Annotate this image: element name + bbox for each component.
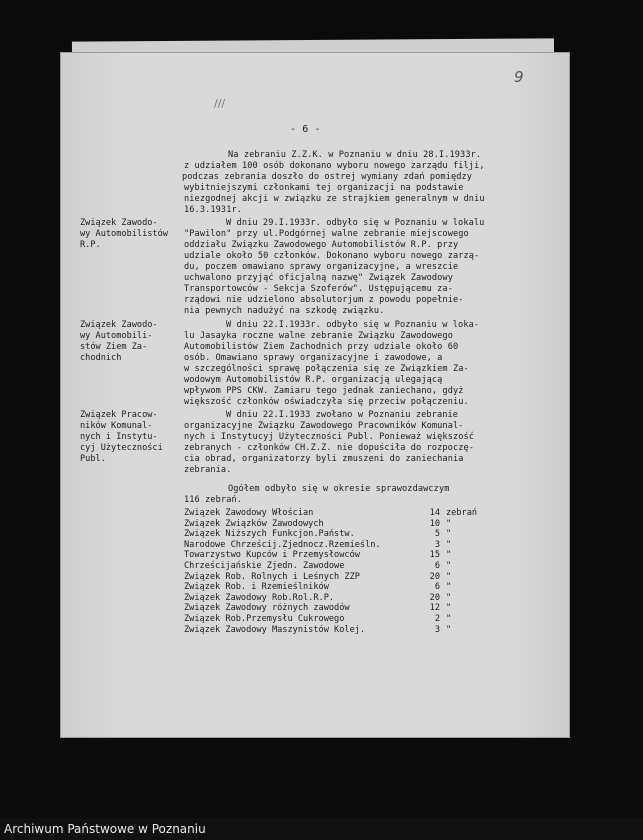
- section-line: udziale około 50 członków. Dokonano wyboru nowego zarzą-: [184, 251, 480, 261]
- meeting-unit: ": [446, 529, 452, 540]
- organization-name: Związek Rob. Rolnych i Leśnych ZZP: [184, 571, 360, 582]
- table-row: [184, 561, 504, 572]
- organization-name: Narodowe Chrześcij.Zjednocz.Rzemieśln.: [184, 539, 381, 550]
- page-number: - 6 -: [290, 124, 321, 135]
- table-row: [184, 540, 504, 551]
- meeting-count: 5: [434, 529, 440, 540]
- table-row: [184, 508, 504, 519]
- meeting-count: 10: [429, 518, 440, 529]
- organization-name: Związek Rob. i Rzemieślników: [184, 582, 329, 593]
- section-line: organizacyjne Związku Zawodowego Pracowników Komunal-: [184, 421, 464, 431]
- section-line: cia obrad, organizatorzy byli zmuszeni do zaniechania: [184, 454, 464, 464]
- meeting-count: 20: [429, 592, 440, 603]
- section-line: uchwalono przyjąć oficjalną nazwę" Związek Zawodowy: [184, 273, 453, 283]
- section-line: wpływom PPS CKW. Zamiaru tego jednak zaniechano, gdyż: [184, 386, 464, 396]
- table-row: [184, 519, 504, 530]
- meeting-unit: ": [446, 518, 452, 529]
- section-line: większość członków oświadczyła się przeciw połączeniu.: [184, 397, 469, 407]
- meeting-count: 3: [434, 539, 440, 550]
- section-side-label: Związek Pracow- ników Komunal- nych i Instytu- cyj Użyteczności Publ.: [80, 410, 163, 465]
- table-row: [184, 550, 504, 561]
- section-line: w szczególności sprawę połączenia się ze Związkiem Za-: [184, 364, 469, 374]
- meeting-unit: ": [446, 550, 452, 561]
- organization-name: Związek Zawodowy Rob.Rol.R.P.: [184, 592, 335, 603]
- meeting-count: 15: [429, 550, 440, 561]
- intro-line: niezgodnej akcji w związku ze strajkiem generalnym w dniu: [184, 194, 485, 204]
- meeting-unit: ": [446, 624, 452, 635]
- archive-footer: Archiwum Państwowe w Poznaniu: [0, 818, 643, 840]
- section-line: wodowym Automobilistów R.P. organizacją ulegającą: [184, 375, 443, 385]
- section-side-label: Związek Zawodo- wy Automobili- stów Ziem Za- chodnich: [80, 320, 158, 364]
- intro-line: Na zebraniu Z.Z.K. w Poznaniu w dniu 28.I.1933r.: [228, 150, 482, 160]
- meeting-count: 12: [429, 603, 440, 614]
- table-row: [184, 603, 504, 614]
- section-line: lu Jasayka roczne walne zebranie Związku Zawodowego: [184, 331, 453, 341]
- section-side-label: Związek Zawodo- wy Automobilistów R.P.: [80, 218, 168, 251]
- section-line: rządowi nie udzielono absolutorjum z powodu popełnie-: [184, 295, 464, 305]
- section-line: "Pawilon" przy ul.Podgórnej walne zebranie miejscowego: [184, 229, 469, 239]
- section-line: Automobilistów Ziem Zachodnich przy udziale około 60: [184, 342, 459, 352]
- organization-name: Związek Rob.Przemysłu Cukrowego: [184, 613, 345, 624]
- meeting-unit: ": [446, 603, 452, 614]
- table-row: [184, 593, 504, 604]
- meeting-count: 3: [434, 624, 440, 635]
- section-line: W dniu 29.I.1933r. odbyło się w Poznaniu w lokalu: [226, 218, 485, 228]
- summary-line: Ogółem odbyło się w okresie sprawozdawczym: [228, 484, 450, 494]
- meeting-unit: ": [446, 592, 452, 603]
- intro-line: z udziałem 100 osób dokonano wyboru nowego zarządu filji,: [184, 161, 485, 171]
- meeting-count: 6: [434, 582, 440, 593]
- table-row: [184, 572, 504, 583]
- summary-line: 116 zebrań.: [184, 495, 243, 505]
- meeting-unit: ": [446, 539, 452, 550]
- meeting-unit: ": [446, 613, 452, 624]
- section-line: W dniu 22.I.1933 zwołano w Poznaniu zebranie: [226, 410, 459, 420]
- meeting-unit: ": [446, 582, 452, 593]
- organization-name: Towarzystwo Kupców i Przemysłowców: [184, 550, 360, 561]
- section-line: zebrania.: [184, 465, 232, 475]
- meeting-count: 14: [429, 508, 440, 518]
- section-line: oddziału Związku Zawodowego Automobilistów R.P. przy: [184, 240, 459, 250]
- section-line: osób. Omawiano sprawy organizacyjne i zawodowe, a: [184, 353, 443, 363]
- organization-name: Chrześcijańskie Zjedn. Zawodowe: [184, 560, 345, 571]
- meetings-table: [184, 508, 504, 635]
- organization-name: Związek Niższych Funkcjon.Państw.: [184, 529, 355, 540]
- section-line: zebranych - członków CH.Z.Z. nie dopuściła do rozpoczę-: [184, 443, 475, 453]
- organization-name: Związek Zawodowy Maszynistów Kolej.: [184, 624, 366, 635]
- section-line: nych i Instytucyj Użyteczności Publ. Ponieważ większość: [184, 432, 475, 442]
- meeting-count: 6: [434, 560, 440, 571]
- organization-name: Związek Związków Zawodowych: [184, 518, 324, 529]
- meeting-unit: ": [446, 571, 452, 582]
- section-line: W dniu 22.I.1933r. odbyło się w Poznaniu w loka-: [226, 320, 480, 330]
- meeting-count: 2: [434, 613, 440, 624]
- pencil-marks: ///: [214, 97, 226, 110]
- intro-line: wybitniejszymi członkami tej organizacji na podstawie: [184, 183, 464, 193]
- table-row: [184, 614, 504, 625]
- section-line: du, poczem omawiano sprawy organizacyjne, a wreszcie: [184, 262, 459, 272]
- intro-line: podczas zebrania doszło do ostrej wymiany zdań pomiędzy: [182, 172, 473, 182]
- section-line: nia pewnych nadużyć na szkodę związku.: [184, 306, 385, 316]
- meeting-unit: zebrań: [446, 508, 478, 518]
- meeting-count: 20: [429, 571, 440, 582]
- meeting-unit: ": [446, 560, 452, 571]
- intro-line: 16.3.1931r.: [184, 205, 243, 215]
- table-row: [184, 529, 504, 540]
- folio-number: 9: [514, 68, 524, 86]
- table-row: [184, 582, 504, 593]
- section-line: Transportowców - Sekcja Szoferów". Ustępującemu za-: [184, 284, 453, 294]
- organization-name: Związek Zawodowy różnych zawodów: [184, 603, 350, 614]
- organization-name: Związek Zawodowy Włościan: [184, 508, 314, 518]
- table-row: [184, 625, 504, 636]
